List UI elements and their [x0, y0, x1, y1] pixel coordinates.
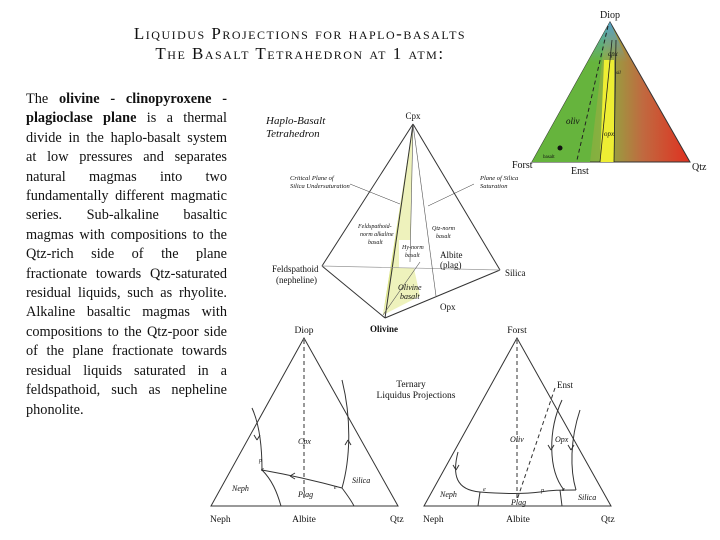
ct-cpx-label: cpx [608, 50, 618, 58]
tl-pt-p: p [259, 458, 262, 464]
tl-qtz-label: Qtz [390, 515, 404, 525]
ternary-left [210, 326, 404, 525]
tet-opx-label: Opx [440, 302, 456, 312]
ternary-right [423, 326, 615, 525]
tet-qtz-2: basalt [436, 234, 451, 240]
tr-neph-field: Neph [440, 490, 457, 499]
tet-saturation-1: Plane of Silica [480, 175, 519, 182]
tr-neph-label: Neph [423, 515, 444, 525]
tl-apex-label: Diop [294, 326, 314, 336]
tet-olv-2: basalt [400, 292, 420, 301]
tl-albite-label: Albite [292, 515, 316, 525]
tl-neph-field: Neph [232, 484, 249, 493]
tr-arrow-2 [548, 445, 554, 450]
tet-olv-1: Olivine [398, 283, 422, 292]
center-caption-1: Ternary [396, 380, 426, 390]
tet-title-2: Tetrahedron [266, 128, 320, 140]
tet-hy-1: Hy-norm [402, 245, 424, 251]
tl-cotectic-plag-silica [342, 488, 354, 506]
para-rest: is a thermal divide in the haplo-basalt system at low pressures and separates natural magmas into two fundamentally different magmatic series. Sub-alkaline basaltic magmas with compositions to the Qtz-rich side of the plane fractionate towards Qtz-saturated residual liquids, such as rhyolite. Alkaline basaltic magmas with compositions to the Qtz-poor side of the plane fractionate towards residual liquids saturated in a feldspathoid, such as nepheline phonolite. [26, 110, 227, 418]
tr-qtz-label: Qtz [601, 515, 615, 525]
tet-olivine-label: Olivine [370, 324, 399, 334]
tet-cpx-label: Cpx [405, 111, 421, 121]
ct-point-label: basalt [543, 155, 555, 160]
ct-enst-label: Enst [571, 166, 589, 177]
ct-oliv-label: oliv [566, 116, 580, 126]
tet-albite-2: (plag) [440, 260, 462, 270]
tr-cotectic-oliv-neph [456, 452, 480, 492]
tet-feld-2: (nepheline) [276, 275, 317, 285]
tl-arrow-3 [345, 440, 351, 445]
ct-opx-label: opx [604, 130, 615, 138]
tet-hy-2: basalt [405, 253, 420, 259]
tet-title-1: Haplo-Basalt [266, 115, 326, 127]
tr-plag-field: Plag [511, 498, 527, 507]
tl-cpx-field: Cpx [298, 437, 311, 446]
tr-silica-field: Silica [578, 493, 597, 502]
center-caption-2: Liquidus Projections [376, 391, 456, 401]
tr-arrow-3 [568, 445, 574, 450]
tl-cotectic-neph-plag [262, 470, 281, 506]
tr-pt-e: e [483, 487, 486, 493]
tr-pt-e2: e [562, 487, 565, 493]
tetrahedron [265, 111, 526, 334]
title-line-2: The Basalt Tetrahedron at 1 atm: [155, 44, 445, 63]
ct-apex-label: Diop [600, 10, 620, 21]
tr-tick-1 [478, 492, 480, 506]
tl-plag-field: Plag [298, 490, 314, 499]
tl-silica-field: Silica [352, 476, 371, 485]
tl-arrow-1 [254, 435, 260, 440]
tr-cotectic-opx-silica [572, 410, 580, 490]
para-prefix: The [26, 91, 60, 107]
tr-apex-label: Forst [507, 326, 527, 336]
color-triangle [512, 10, 707, 177]
tet-feld-1: Feldspathoid [272, 264, 319, 274]
tet-alk-3: basalt [368, 240, 383, 246]
tl-cotectic-cpx-silica [342, 380, 349, 488]
basalt-point [558, 146, 563, 151]
tl-pt-e: e [261, 467, 264, 473]
edge-neph-ol [322, 266, 385, 318]
tet-critical-1: Critical Plane of [290, 175, 334, 182]
edge-cpx-opx [413, 124, 436, 296]
tr-opx-field: Opx [555, 435, 569, 444]
ct-qtz-label: Qtz [692, 162, 707, 173]
ct-small-label: sil [616, 71, 621, 76]
tl-pt-e2: e [334, 485, 337, 491]
tr-oliv-field: Oliv [510, 435, 524, 444]
tr-join-enst [517, 388, 555, 500]
tr-enst-label: Enst [557, 380, 574, 390]
tet-critical-2: Silica Undersaturation [290, 183, 350, 190]
tet-saturation-2: Saturation [480, 183, 508, 190]
tr-cotectic-right [540, 490, 576, 492]
tr-cotectic-plag [480, 492, 540, 494]
ct-forst-label: Forst [512, 160, 533, 171]
tet-qtz-1: Qtz-norm [432, 226, 456, 232]
tr-pt-p: p [541, 488, 544, 494]
leader-critical [350, 184, 400, 204]
tet-alk-1: Feldspathoid- [358, 224, 392, 230]
title-line-1: Liquidus Projections for haplo-basalts [133, 24, 467, 43]
tl-cotectic-cpx-plag [262, 470, 342, 488]
tet-alk-2: norm alkaline [360, 232, 394, 238]
tet-albite-1: Albite [440, 250, 463, 260]
tl-neph-label: Neph [210, 515, 231, 525]
para-bold: olivine - clinopyroxene - plagioclase plane [26, 91, 227, 127]
tet-silica-label: Silica [505, 268, 526, 278]
tr-albite-label: Albite [506, 515, 530, 525]
